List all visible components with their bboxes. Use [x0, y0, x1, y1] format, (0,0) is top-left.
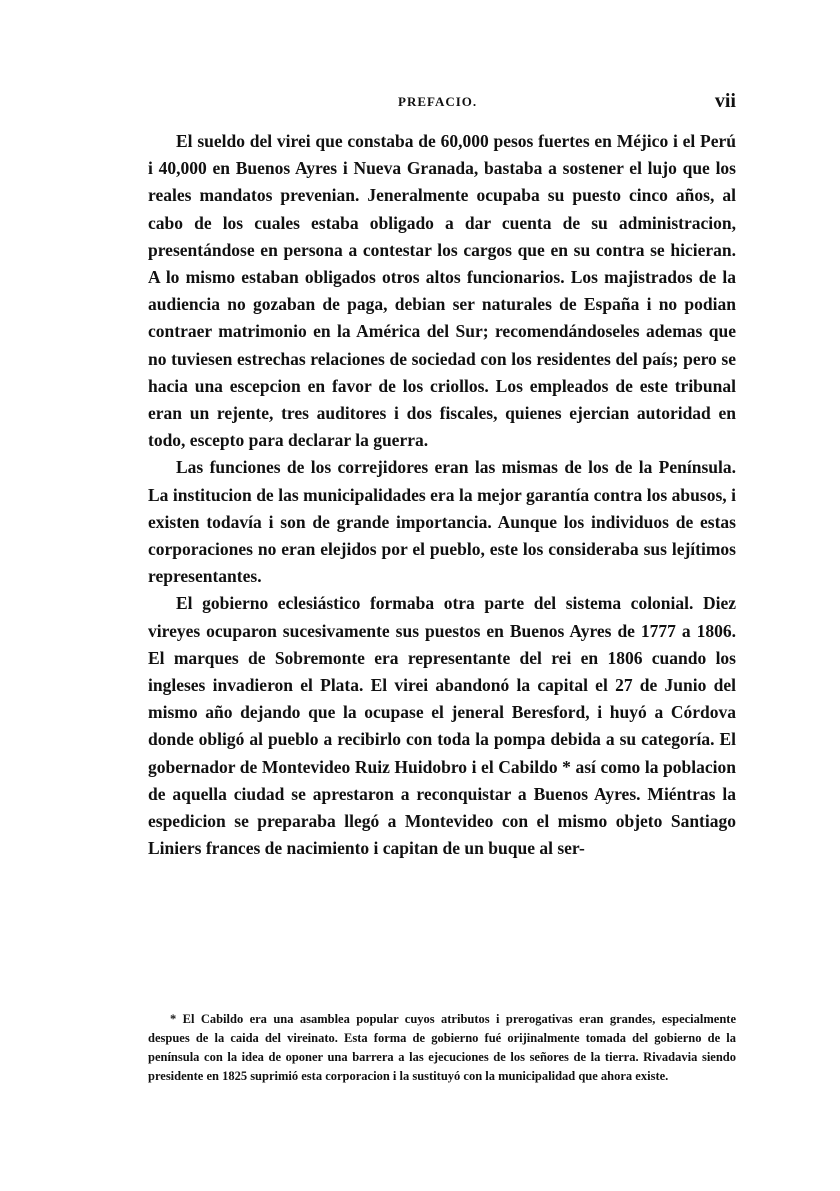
paragraph-virei-salary: El sueldo del virei que constaba de 60,000 pesos fuertes en Méjico i el Perú i 40,000 en Buenos Ayres i Nueva Granada, bastaba a sostener el lujo que los reales mandatos prevenian. Jeneralmente ocupaba su puesto cinco años, al cabo de los cuales estaba obligado a dar cuenta de su administracion, presentándose en persona a contestar los cargos que en su contra se hicieran. A lo mismo estaban obligados otros altos funcionarios. Los majistrados de la audiencia no gozaban de paga, debian ser naturales de España i no podian contraer matrimonio en la América del Sur; recomendándoseles ademas que no tuviesen estrechas relaciones de sociedad con los residentes del país; pero se hacia una escepcion en favor de los criollos. Los empleados de este tribunal eran un rejente, tres auditores i dos fiscales, quienes ejercian autoridad en todo, escepto para declarar la guerra. — [148, 131, 736, 451]
paragraph-correjidores: Las funciones de los correjidores eran las mismas de los de la Península. La institucion de las municipalidades era la mejor garantía contra los abusos, i existen todavía i son de grande importancia. Aunque los individuos de estas corporaciones no eran elejidos por el pueblo, este los consideraba sus lejítimos representantes. — [148, 457, 736, 587]
running-head — [148, 92, 736, 116]
running-title: PREFACIO. — [398, 94, 478, 109]
paragraph-gobierno-eclesiastico: El gobierno eclesiástico formaba otra parte del sistema colonial. Diez vireyes ocuparon sucesivamente sus puestos en Buenos Ayres de 1777 a 1806. El marques de Sobremonte era representante del rei en 1806 cuando los ingleses invadieron el Plata. El virei abandonó la capital el 27 de Junio del mismo año dejando que la ocupase el jeneral Beresford, i huyó a Córdova donde obligó al pueblo a recibirlo con toda la pompa debida a su categoría. El gobernador de Montevideo Ruiz Huidobro i el Cabildo * así como la poblacion de aquella ciudad se aprestaron a reconquistar a Buenos Ayres. Miéntras la espedicion se preparaba llegó a Montevideo con el mismo objeto Santiago Liniers frances de nacimiento i capitan de un buque al ser- — [148, 593, 736, 859]
body-text — [148, 128, 736, 862]
page-number: vii — [714, 90, 736, 112]
footnotes — [148, 1010, 736, 1086]
footnote-cabildo: * El Cabildo era una asamblea popular cuyos atributos i prerogativas eran grandes, especialmente despues de la caida del vireinato. Esta forma de gobierno fué orijinalmente tomada del gobierno de la península con la idea de oponer una barrera a las ejecuciones de los señores de la tierra. Rivadavia siendo presidente en 1825 suprimió esta corporacion i la sustituyó con la municipalidad que ahora existe. — [148, 1012, 736, 1083]
